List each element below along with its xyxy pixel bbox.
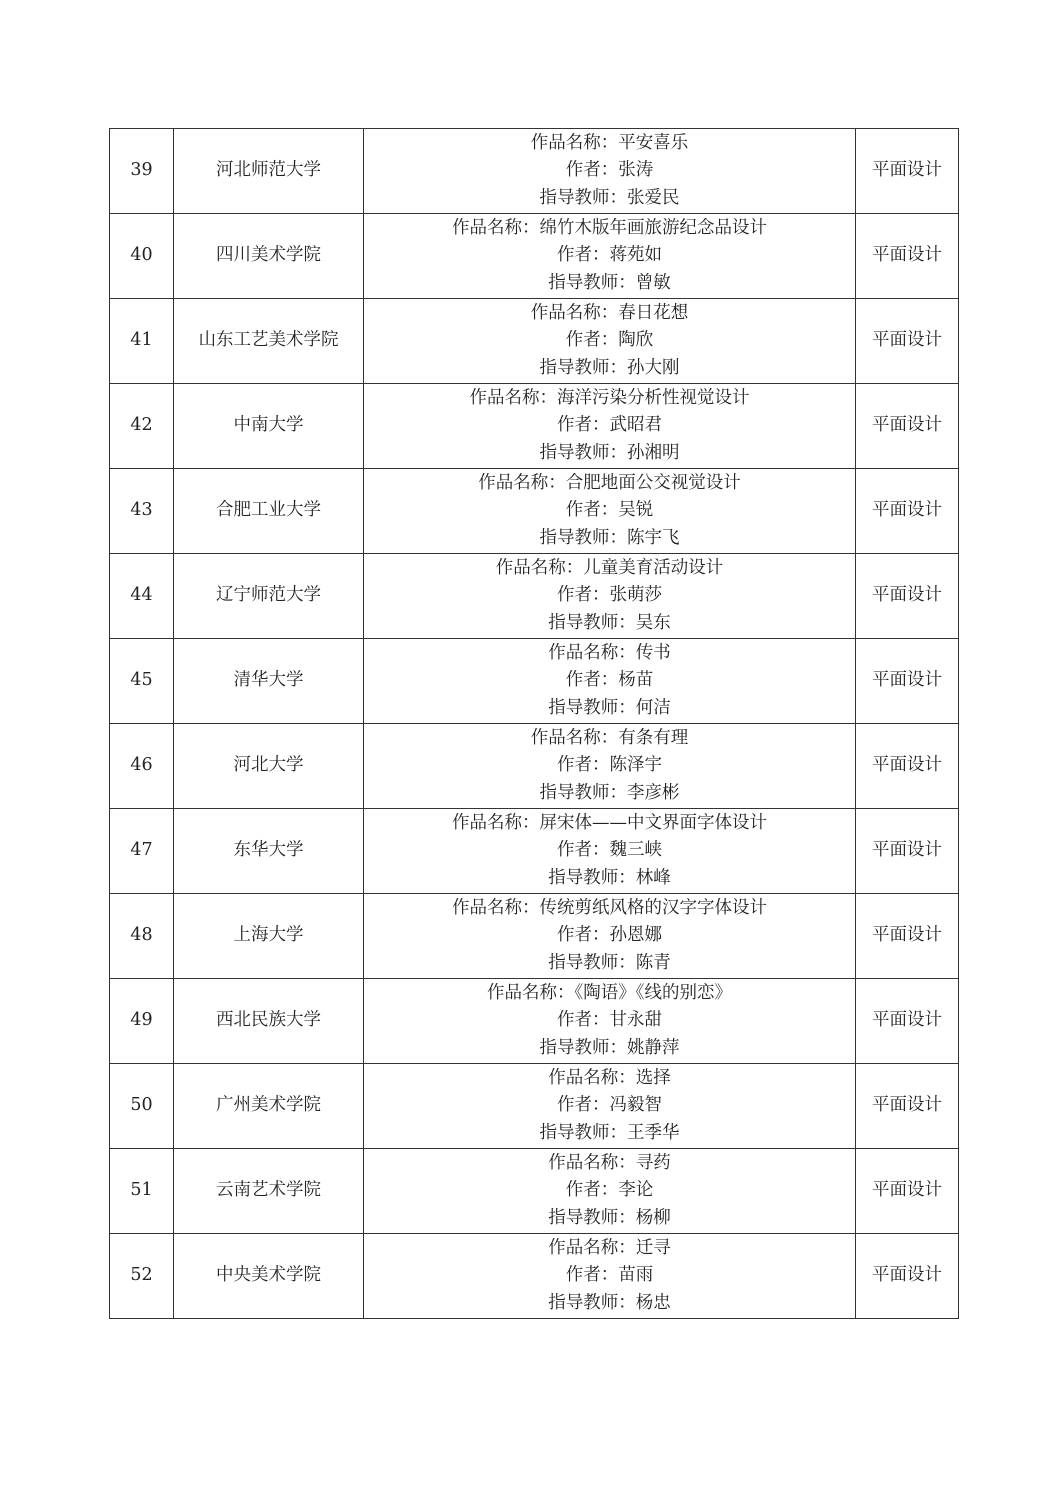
work-title: 春日花想	[618, 302, 689, 323]
school-name: 清华大学	[174, 639, 364, 724]
advisor-name: 孙湘明	[627, 442, 680, 463]
table-row	[110, 554, 959, 639]
category: 平面设计	[856, 1064, 959, 1149]
work-title-line-label: 作品名称：	[495, 557, 584, 578]
advisor-line	[364, 185, 855, 213]
work-title-line	[364, 1235, 855, 1263]
school-name: 广州美术学院	[174, 1064, 364, 1149]
row-number: 41	[110, 299, 174, 384]
work-details	[364, 384, 856, 469]
author-name: 苗雨	[618, 1265, 654, 1286]
work-details	[364, 129, 856, 214]
work-details	[364, 639, 856, 724]
author-name: 孙恩娜	[609, 925, 662, 946]
award-table-container	[109, 128, 956, 1319]
author-line-label: 作者：	[557, 245, 610, 266]
advisor-line-label: 指导教师：	[539, 1037, 627, 1058]
advisor-line	[364, 695, 855, 723]
author-line-label: 作者：	[557, 755, 610, 776]
advisor-line-label: 指导教师：	[539, 442, 627, 463]
row-number: 49	[110, 979, 174, 1064]
school-name: 中央美术学院	[174, 1234, 364, 1319]
advisor-line	[364, 355, 855, 383]
work-title: 儿童美育活动设计	[583, 557, 724, 578]
work-title-line	[364, 215, 855, 243]
advisor-name: 何洁	[635, 697, 671, 718]
work-title: 绵竹木版年画旅游纪念品设计	[539, 217, 767, 238]
table-row	[110, 639, 959, 724]
row-number: 50	[110, 1064, 174, 1149]
table-row	[110, 1064, 959, 1149]
author-line	[364, 157, 855, 185]
author-line	[364, 922, 855, 950]
work-details	[364, 809, 856, 894]
work-title-line	[364, 1065, 855, 1093]
advisor-name: 陈青	[635, 952, 671, 973]
work-details	[364, 1149, 856, 1234]
author-line	[364, 1262, 855, 1290]
work-title-line	[364, 640, 855, 668]
row-number: 40	[110, 214, 174, 299]
row-number: 39	[110, 129, 174, 214]
work-title-line	[364, 470, 855, 498]
author-line	[364, 667, 855, 695]
category: 平面设计	[856, 809, 959, 894]
work-title-line-label: 作品名称：	[548, 1237, 636, 1258]
author-name: 陈泽宇	[609, 755, 662, 776]
author-name: 杨苗	[618, 670, 654, 691]
work-title-line-label: 作品名称：	[469, 387, 557, 408]
work-title-line-label: 作品名称：	[478, 472, 566, 493]
work-title-line	[364, 980, 855, 1008]
category: 平面设计	[856, 639, 959, 724]
school-name: 合肥工业大学	[174, 469, 364, 554]
author-name: 李论	[618, 1180, 654, 1201]
advisor-name: 杨忠	[635, 1292, 671, 1313]
school-name: 上海大学	[174, 894, 364, 979]
author-line-label: 作者：	[565, 500, 619, 521]
advisor-line-label: 指导教师：	[548, 1292, 636, 1313]
table-row	[110, 299, 959, 384]
work-details	[364, 894, 856, 979]
advisor-name: 曾敏	[635, 272, 671, 293]
row-number: 44	[110, 554, 174, 639]
work-title-line	[364, 130, 855, 158]
work-details	[364, 724, 856, 809]
advisor-name: 林峰	[635, 867, 671, 888]
advisor-name: 张爱民	[627, 187, 680, 208]
author-name: 张涛	[618, 160, 654, 181]
category: 平面设计	[856, 894, 959, 979]
advisor-name: 吴东	[635, 612, 671, 633]
author-line-label: 作者：	[565, 1265, 619, 1286]
advisor-line-label: 指导教师：	[539, 1122, 627, 1143]
table-row	[110, 1234, 959, 1319]
work-title-line-label: 作品名称：	[548, 1152, 636, 1173]
work-title-line-label: 作品名称：	[452, 812, 540, 833]
author-line-label: 作者：	[557, 1010, 610, 1031]
advisor-name: 孙大刚	[627, 357, 680, 378]
work-title-line	[364, 725, 855, 753]
advisor-line-label: 指导教师：	[539, 187, 627, 208]
author-line	[364, 412, 855, 440]
author-name: 蒋苑如	[609, 245, 662, 266]
work-details	[364, 214, 856, 299]
author-line-label: 作者：	[565, 330, 619, 351]
work-title-line-label: 作品名称：	[530, 132, 619, 153]
advisor-line	[364, 1205, 855, 1233]
advisor-line-label: 指导教师：	[548, 952, 636, 973]
author-line-label: 作者：	[565, 1180, 619, 1201]
advisor-line-label: 指导教师：	[548, 272, 636, 293]
table-row	[110, 1149, 959, 1234]
work-title: 合肥地面公交视觉设计	[565, 472, 741, 493]
author-line	[364, 837, 855, 865]
table-row	[110, 129, 959, 214]
work-title: 选择	[635, 1067, 671, 1088]
school-name: 山东工艺美术学院	[174, 299, 364, 384]
category: 平面设计	[856, 554, 959, 639]
advisor-line-label: 指导教师：	[539, 357, 627, 378]
advisor-line	[364, 780, 855, 808]
work-title: 屏宋体——中文界面字体设计	[539, 812, 767, 833]
school-name: 云南艺术学院	[174, 1149, 364, 1234]
school-name: 中南大学	[174, 384, 364, 469]
row-number: 47	[110, 809, 174, 894]
advisor-line	[364, 270, 855, 298]
author-line	[364, 1092, 855, 1120]
category: 平面设计	[856, 1149, 959, 1234]
work-details	[364, 554, 856, 639]
work-title: 海洋污染分析性视觉设计	[557, 387, 750, 408]
work-title-line-label: 作品名称：	[530, 302, 619, 323]
advisor-line-label: 指导教师：	[548, 867, 636, 888]
work-details	[364, 469, 856, 554]
school-name: 河北大学	[174, 724, 364, 809]
advisor-name: 王季华	[627, 1122, 680, 1143]
advisor-line	[364, 525, 855, 553]
work-title-line	[364, 385, 855, 413]
work-title-line-label: 作品名称：	[530, 727, 619, 748]
work-title: 传书	[635, 642, 671, 663]
work-title-line-label: 作品名称：	[548, 1067, 636, 1088]
author-line-label: 作者：	[557, 415, 610, 436]
row-number: 52	[110, 1234, 174, 1319]
advisor-name: 杨柳	[635, 1207, 671, 1228]
table-row	[110, 979, 959, 1064]
author-line	[364, 1177, 855, 1205]
award-table-body	[110, 129, 959, 1319]
advisor-line	[364, 1035, 855, 1063]
author-line-label: 作者：	[557, 1095, 610, 1116]
table-row	[110, 214, 959, 299]
row-number: 43	[110, 469, 174, 554]
work-title: 传统剪纸风格的汉字字体设计	[539, 897, 767, 918]
work-title-line	[364, 555, 855, 583]
advisor-name: 姚静萍	[627, 1037, 680, 1058]
author-line-label: 作者：	[565, 670, 619, 691]
work-details	[364, 1234, 856, 1319]
author-line	[364, 752, 855, 780]
award-table	[109, 128, 959, 1319]
work-title-line-label: 作品名称：	[487, 982, 575, 1003]
category: 平面设计	[856, 299, 959, 384]
category: 平面设计	[856, 1234, 959, 1319]
school-name: 辽宁师范大学	[174, 554, 364, 639]
author-line-label: 作者：	[557, 925, 610, 946]
advisor-line	[364, 865, 855, 893]
author-name: 冯毅智	[609, 1095, 662, 1116]
table-row	[110, 894, 959, 979]
work-title-line-label: 作品名称：	[452, 897, 540, 918]
advisor-line-label: 指导教师：	[539, 782, 627, 803]
advisor-line	[364, 610, 855, 638]
category: 平面设计	[856, 214, 959, 299]
row-number: 45	[110, 639, 174, 724]
row-number: 51	[110, 1149, 174, 1234]
work-title: 有条有理	[618, 727, 689, 748]
work-title: 迁寻	[635, 1237, 671, 1258]
author-name: 魏三峡	[609, 840, 662, 861]
work-title-line	[364, 1150, 855, 1178]
advisor-name: 陈宇飞	[627, 527, 680, 548]
author-line	[364, 582, 855, 610]
author-line	[364, 327, 855, 355]
work-title-line	[364, 810, 855, 838]
work-details	[364, 299, 856, 384]
work-details	[364, 1064, 856, 1149]
advisor-line-label: 指导教师：	[548, 1207, 636, 1228]
author-line-label: 作者：	[565, 160, 619, 181]
advisor-line-label: 指导教师：	[539, 527, 627, 548]
school-name: 西北民族大学	[174, 979, 364, 1064]
work-title: 平安喜乐	[618, 132, 689, 153]
work-title-line	[364, 895, 855, 923]
author-name: 张萌莎	[609, 585, 662, 606]
row-number: 42	[110, 384, 174, 469]
school-name: 河北师范大学	[174, 129, 364, 214]
table-row	[110, 469, 959, 554]
table-row	[110, 724, 959, 809]
author-name: 武昭君	[609, 415, 662, 436]
author-line	[364, 497, 855, 525]
table-row	[110, 384, 959, 469]
work-details	[364, 979, 856, 1064]
advisor-line-label: 指导教师：	[548, 697, 636, 718]
author-name: 甘永甜	[609, 1010, 662, 1031]
advisor-line	[364, 950, 855, 978]
category: 平面设计	[856, 469, 959, 554]
advisor-line	[364, 440, 855, 468]
school-name: 东华大学	[174, 809, 364, 894]
author-name: 吴锐	[618, 500, 654, 521]
school-name: 四川美术学院	[174, 214, 364, 299]
advisor-name: 李彦彬	[627, 782, 680, 803]
row-number: 46	[110, 724, 174, 809]
advisor-line-label: 指导教师：	[548, 612, 636, 633]
category: 平面设计	[856, 724, 959, 809]
category: 平面设计	[856, 129, 959, 214]
work-title-line	[364, 300, 855, 328]
author-line-label: 作者：	[557, 840, 610, 861]
category: 平面设计	[856, 384, 959, 469]
work-title: 寻药	[635, 1152, 671, 1173]
author-line-label: 作者：	[557, 585, 610, 606]
table-row	[110, 809, 959, 894]
author-line	[364, 1007, 855, 1035]
work-title-line-label: 作品名称：	[452, 217, 540, 238]
author-line	[364, 242, 855, 270]
advisor-line	[364, 1290, 855, 1318]
work-title: 《陶语》《线的别恋》	[574, 982, 732, 1003]
work-title-line-label: 作品名称：	[548, 642, 636, 663]
advisor-line	[364, 1120, 855, 1148]
category: 平面设计	[856, 979, 959, 1064]
row-number: 48	[110, 894, 174, 979]
author-name: 陶欣	[618, 330, 654, 351]
